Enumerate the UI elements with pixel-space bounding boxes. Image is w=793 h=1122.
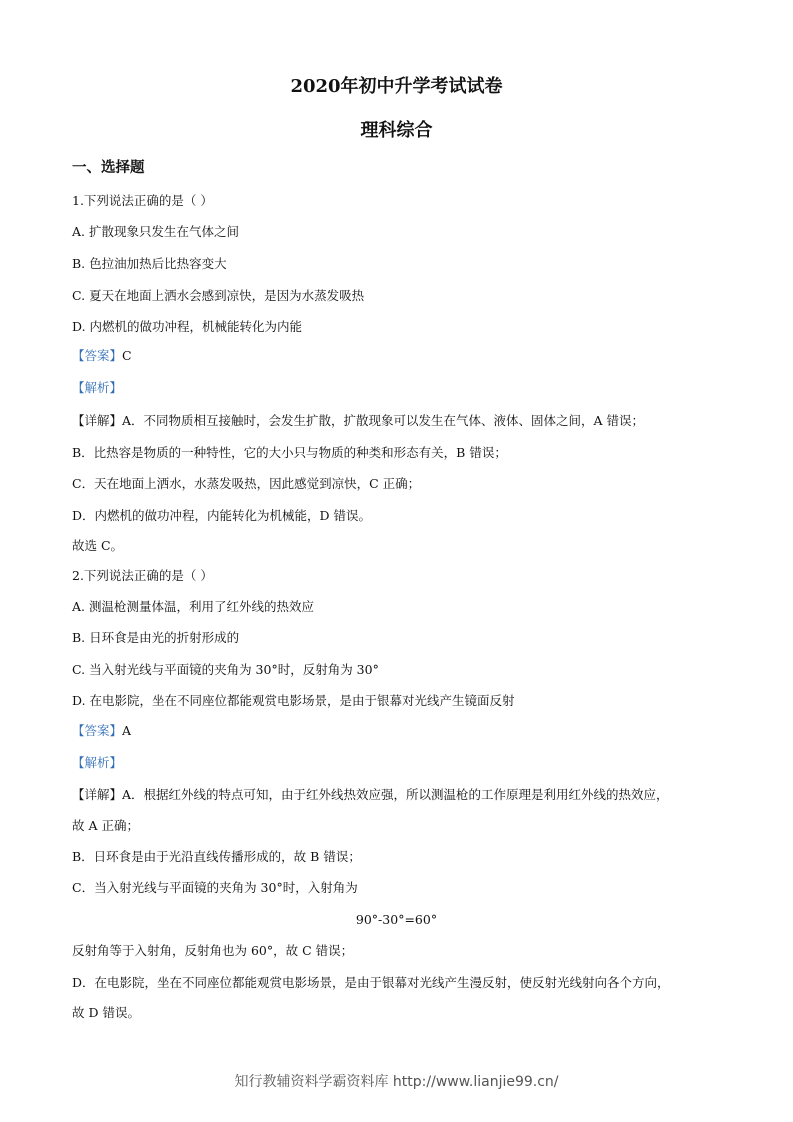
- detail-tag: 【详解】: [72, 413, 123, 428]
- equation: 90°-30°=60°: [355, 912, 438, 927]
- question-2-detail-b: B．日环食是由于光沿直线传播形成的，故 B 错误；: [72, 849, 361, 864]
- detail-tag: 【详解】: [72, 787, 123, 802]
- question-2-detail-d-cont: 故 D 错误。: [72, 1005, 140, 1020]
- answer-tag: 【答案】: [72, 723, 123, 738]
- question-2-detail-c: C．当入射光线与平面镜的夹角为 30°时，入射角为: [72, 880, 358, 895]
- page-title: 2020年初中升学考试试卷: [290, 76, 503, 97]
- question-2-option-a: A. 测温枪测量体温，利用了红外线的热效应: [72, 599, 314, 614]
- section-heading: 一、选择题: [72, 159, 145, 176]
- question-1-answer: [72, 348, 132, 364]
- question-1-detail-b: B．比热容是物质的一种特性，它的大小只与物质的种类和形态有关，B 错误；: [72, 445, 507, 460]
- question-2-detail-a-cont: 故 A 正确；: [72, 818, 139, 833]
- question-1-option-d: D. 内燃机的做功冲程，机械能转化为内能: [72, 319, 303, 334]
- question-1-detail-c: C．天在地面上洒水，水蒸发吸热，因此感觉到凉快，C 正确；: [72, 476, 421, 491]
- question-1-stem: 1.下列说法正确的是（ ）: [72, 193, 213, 208]
- answer-value: A: [122, 723, 132, 738]
- question-2-option-d: D. 在电影院，坐在不同座位都能观赏电影场景，是由于银幕对光线产生镜面反射: [72, 693, 515, 708]
- answer-value: C: [122, 348, 132, 363]
- question-2-stem: 2.下列说法正确的是（ ）: [72, 568, 213, 583]
- question-2-answer: [72, 723, 131, 739]
- question-1-option-a: A. 扩散现象只发生在气体之间: [72, 224, 239, 239]
- question-1-option-b: B. 色拉油加热后比热容变大: [72, 256, 227, 271]
- question-2-analysis-tag: 【解析】: [72, 755, 123, 770]
- question-2-detail-d: D．在电影院，坐在不同座位都能观赏电影场景，是由于银幕对光线产生漫反射，使反射光线射向各个方向，: [72, 975, 670, 990]
- question-1-detail-d: D．内燃机的做功冲程，内能转化为机械能，D 错误。: [72, 508, 372, 523]
- question-2-detail-a: [72, 787, 669, 803]
- question-2-option-b: B. 日环食是由光的折射形成的: [72, 630, 240, 645]
- page-subtitle: 理科综合: [360, 120, 433, 141]
- footer-watermark: 知行教辅资料学霸资料库 http://www.lianjie99.cn/: [234, 1074, 559, 1090]
- question-1-analysis-tag: 【解析】: [72, 380, 123, 395]
- question-1-option-c: C. 夏天在地面上洒水会感到凉快，是因为水蒸发吸热: [72, 288, 365, 303]
- answer-tag: 【答案】: [72, 348, 123, 363]
- question-2-option-c: C. 当入射光线与平面镜的夹角为 30°时，反射角为 30°: [72, 662, 379, 677]
- detail-text: A．不同物质相互接触时，会发生扩散，扩散现象可以发生在气体、液体、固体之间，A 错误；: [122, 413, 645, 428]
- question-2-detail-c-cont: 反射角等于入射角，反射角也为 60°，故 C 错误；: [72, 943, 354, 958]
- detail-text: A．根据红外线的特点可知，由于红外线热效应强，所以测温枪的工作原理是利用红外线的热效应，: [122, 787, 669, 802]
- question-1-conclusion: 故选 C。: [72, 538, 124, 553]
- question-1-detail-a: [72, 413, 644, 429]
